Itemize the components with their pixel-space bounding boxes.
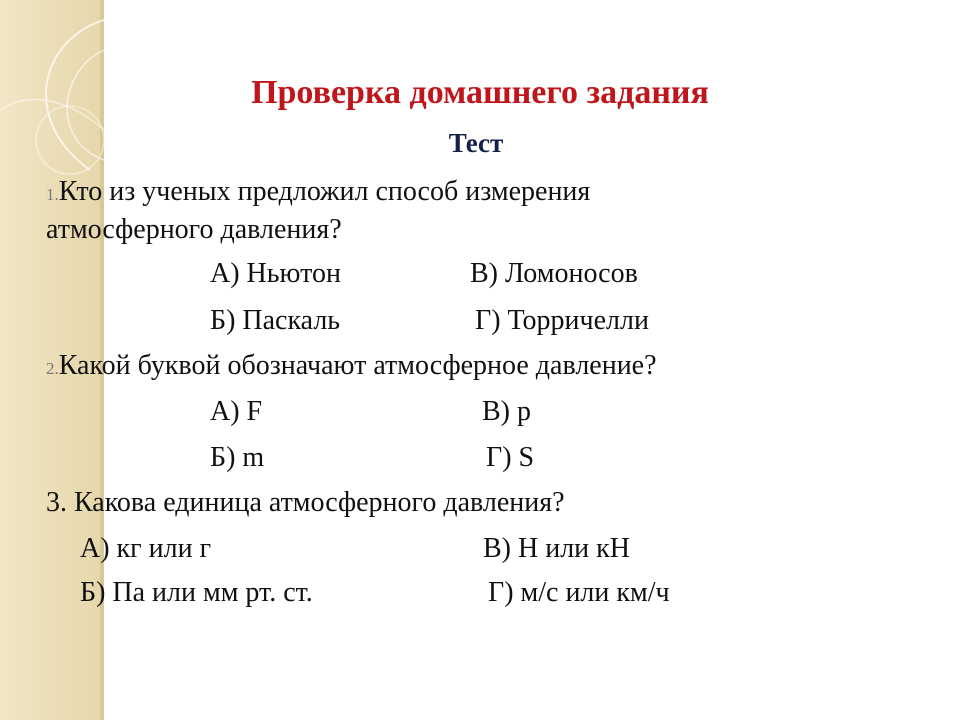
question-3-option-v: В) Н или кН [483, 533, 630, 564]
question-2-option-v: В) p [482, 396, 531, 427]
question-1-text-line-2: атмосферного давления? [46, 214, 342, 245]
question-3-option-a: А) кг или г [80, 533, 212, 564]
question-1-option-v: В) Ломоносов [470, 258, 638, 289]
question-1-option-b: Б) Паскаль [210, 305, 341, 336]
question-1-option-g: Г) Торричелли [475, 305, 649, 336]
question-2-number: 2. [46, 359, 59, 378]
page-title: Проверка домашнего задания [251, 74, 709, 111]
question-2-text: Какой буквой обозначают атмосферное давление? [58, 350, 657, 381]
question-2-option-a: А) F [210, 396, 263, 427]
page-subtitle [0, 128, 960, 159]
question-3-option-g: Г) м/с или км/ч [488, 577, 670, 608]
question-3-option-b: Б) Па или мм рт. ст. [80, 577, 313, 608]
subtitle-text: Тест [448, 128, 504, 158]
question-2-option-g: Г) S [486, 442, 535, 473]
question-1-number: 1. [46, 185, 59, 204]
question-1-text-line-1: Кто из ученых предложил способ измерения [58, 176, 591, 207]
question-1-option-a: А) Ньютон [210, 258, 341, 289]
question-2-option-b: Б) m [210, 442, 265, 473]
question-2-line [46, 348, 657, 387]
question-3-text: 3. Какова единица атмосферного давления? [46, 487, 565, 518]
question-1-line-1 [46, 174, 590, 213]
